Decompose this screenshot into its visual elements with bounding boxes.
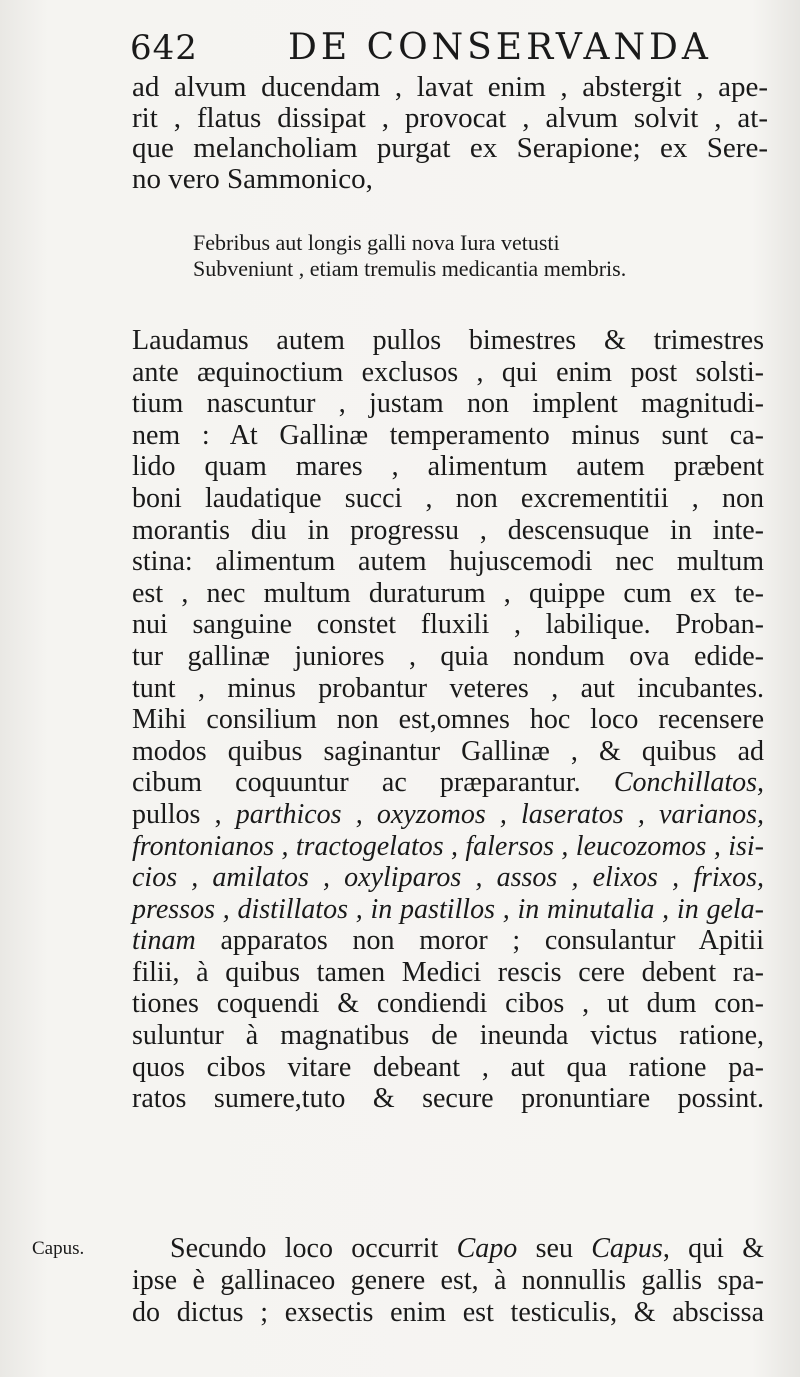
text-line: Laudamus autem pullos bimestres & trimestres bbox=[132, 325, 764, 356]
text-line: tiones coquendi & condiendi cibos , ut dum con- bbox=[132, 988, 764, 1020]
verse-line: Febribus aut longis galli nova Iura vetusti bbox=[193, 230, 560, 255]
text-line: modos quibus saginantur Gallinæ , & quibus ad bbox=[132, 735, 764, 767]
text-line: que melancholiam purgat ex Serapione; ex Sere- bbox=[132, 132, 768, 165]
italic-term: tinam bbox=[132, 925, 196, 957]
text-line bbox=[132, 799, 764, 831]
text-line: pressos , distillatos , in pastillos , in minutalia , in gela- bbox=[132, 893, 764, 925]
text-segment: apparatos non moror ; consulantur Apitii bbox=[195, 925, 764, 957]
text-line: suluntur à magnatibus de ineunda victus ratione, bbox=[132, 1020, 764, 1052]
paragraph-3 bbox=[132, 1233, 764, 1329]
text-line bbox=[132, 925, 764, 957]
text-line: do dictus ; exsectis enim est testiculis, & abscissa bbox=[132, 1297, 764, 1328]
italic-list: parthicos , oxyzomos , laseratos , varianos, bbox=[235, 798, 764, 830]
text-line: est , nec multum duraturum , quippe cum ex te- bbox=[132, 577, 764, 609]
text-segment: pullos , bbox=[132, 798, 236, 830]
text-segment: seu bbox=[517, 1233, 592, 1264]
text-line: morantis diu in progressu , descensuque in inte- bbox=[132, 514, 764, 546]
running-title: DE CONSERVANDA bbox=[288, 27, 712, 68]
text-line: stina: alimentum autem hujuscemodi nec multum bbox=[132, 546, 764, 578]
page-header bbox=[130, 28, 770, 68]
text-line: ratos sumere,tuto & secure pronuntiare possint. bbox=[132, 1083, 764, 1115]
text-line: ipse è gallinaceo genere est, à nonnullis gallis spa- bbox=[132, 1265, 764, 1296]
text-line: nui sanguine constet fluxili , labilique. Proban- bbox=[132, 609, 764, 641]
text-line: quos cibos vitare debeant , aut qua ratione pa- bbox=[132, 1051, 764, 1083]
text-line: ante æquinoctium exclusos , qui enim post solsti- bbox=[132, 356, 764, 388]
verse-quotation bbox=[193, 230, 763, 282]
page-number: 642 bbox=[130, 28, 198, 68]
italic-term: Capo bbox=[456, 1233, 518, 1264]
italic-term: Capus bbox=[591, 1233, 663, 1264]
paragraph-2 bbox=[132, 325, 764, 1115]
paragraph-1 bbox=[132, 72, 768, 194]
text-line: tium nascuntur , justam non implent magnitudi- bbox=[132, 388, 764, 420]
marginal-note: Capus. bbox=[32, 1238, 85, 1259]
text-line: boni laudatique succi , non excrementitii , non bbox=[132, 482, 764, 514]
text-line: rit , flatus dissipat , provocat , alvum solvit , at- bbox=[132, 101, 768, 134]
text-line: Mihi consilium non est,omnes hoc loco recensere bbox=[132, 704, 764, 736]
text-line: no vero Sammonico, bbox=[132, 162, 373, 195]
verse-line: Subveniunt , etiam tremulis medicantia membris. bbox=[193, 256, 627, 281]
text-line: filii, à quibus tamen Medici rescis cere debent ra- bbox=[132, 956, 764, 988]
text-line bbox=[132, 767, 764, 799]
text-line: cios , amilatos , oxyliparos , assos , elixos , frixos, bbox=[132, 862, 764, 894]
text-segment: , qui & bbox=[662, 1233, 764, 1264]
text-line: frontonianos , tractogelatos , falersos , leucozomos , isi- bbox=[132, 830, 764, 862]
text-line: ad alvum ducendam , lavat enim , abstergit , ape- bbox=[132, 71, 768, 103]
text-line bbox=[132, 1233, 764, 1265]
text-line: nem : At Gallinæ temperamento minus sunt ca- bbox=[132, 419, 764, 451]
text-line: lido quam mares , alimentum autem præbent bbox=[132, 451, 764, 483]
text-line: tunt , minus probantur veteres , aut incubantes. bbox=[132, 672, 764, 704]
text-segment: Secundo loco occurrit bbox=[170, 1233, 457, 1264]
text-line: tur gallinæ juniores , quia nondum ova edide- bbox=[132, 640, 764, 672]
italic-term: Conchillatos, bbox=[613, 767, 764, 799]
text-segment: cibum coquuntur ac præparantur. bbox=[132, 767, 581, 799]
